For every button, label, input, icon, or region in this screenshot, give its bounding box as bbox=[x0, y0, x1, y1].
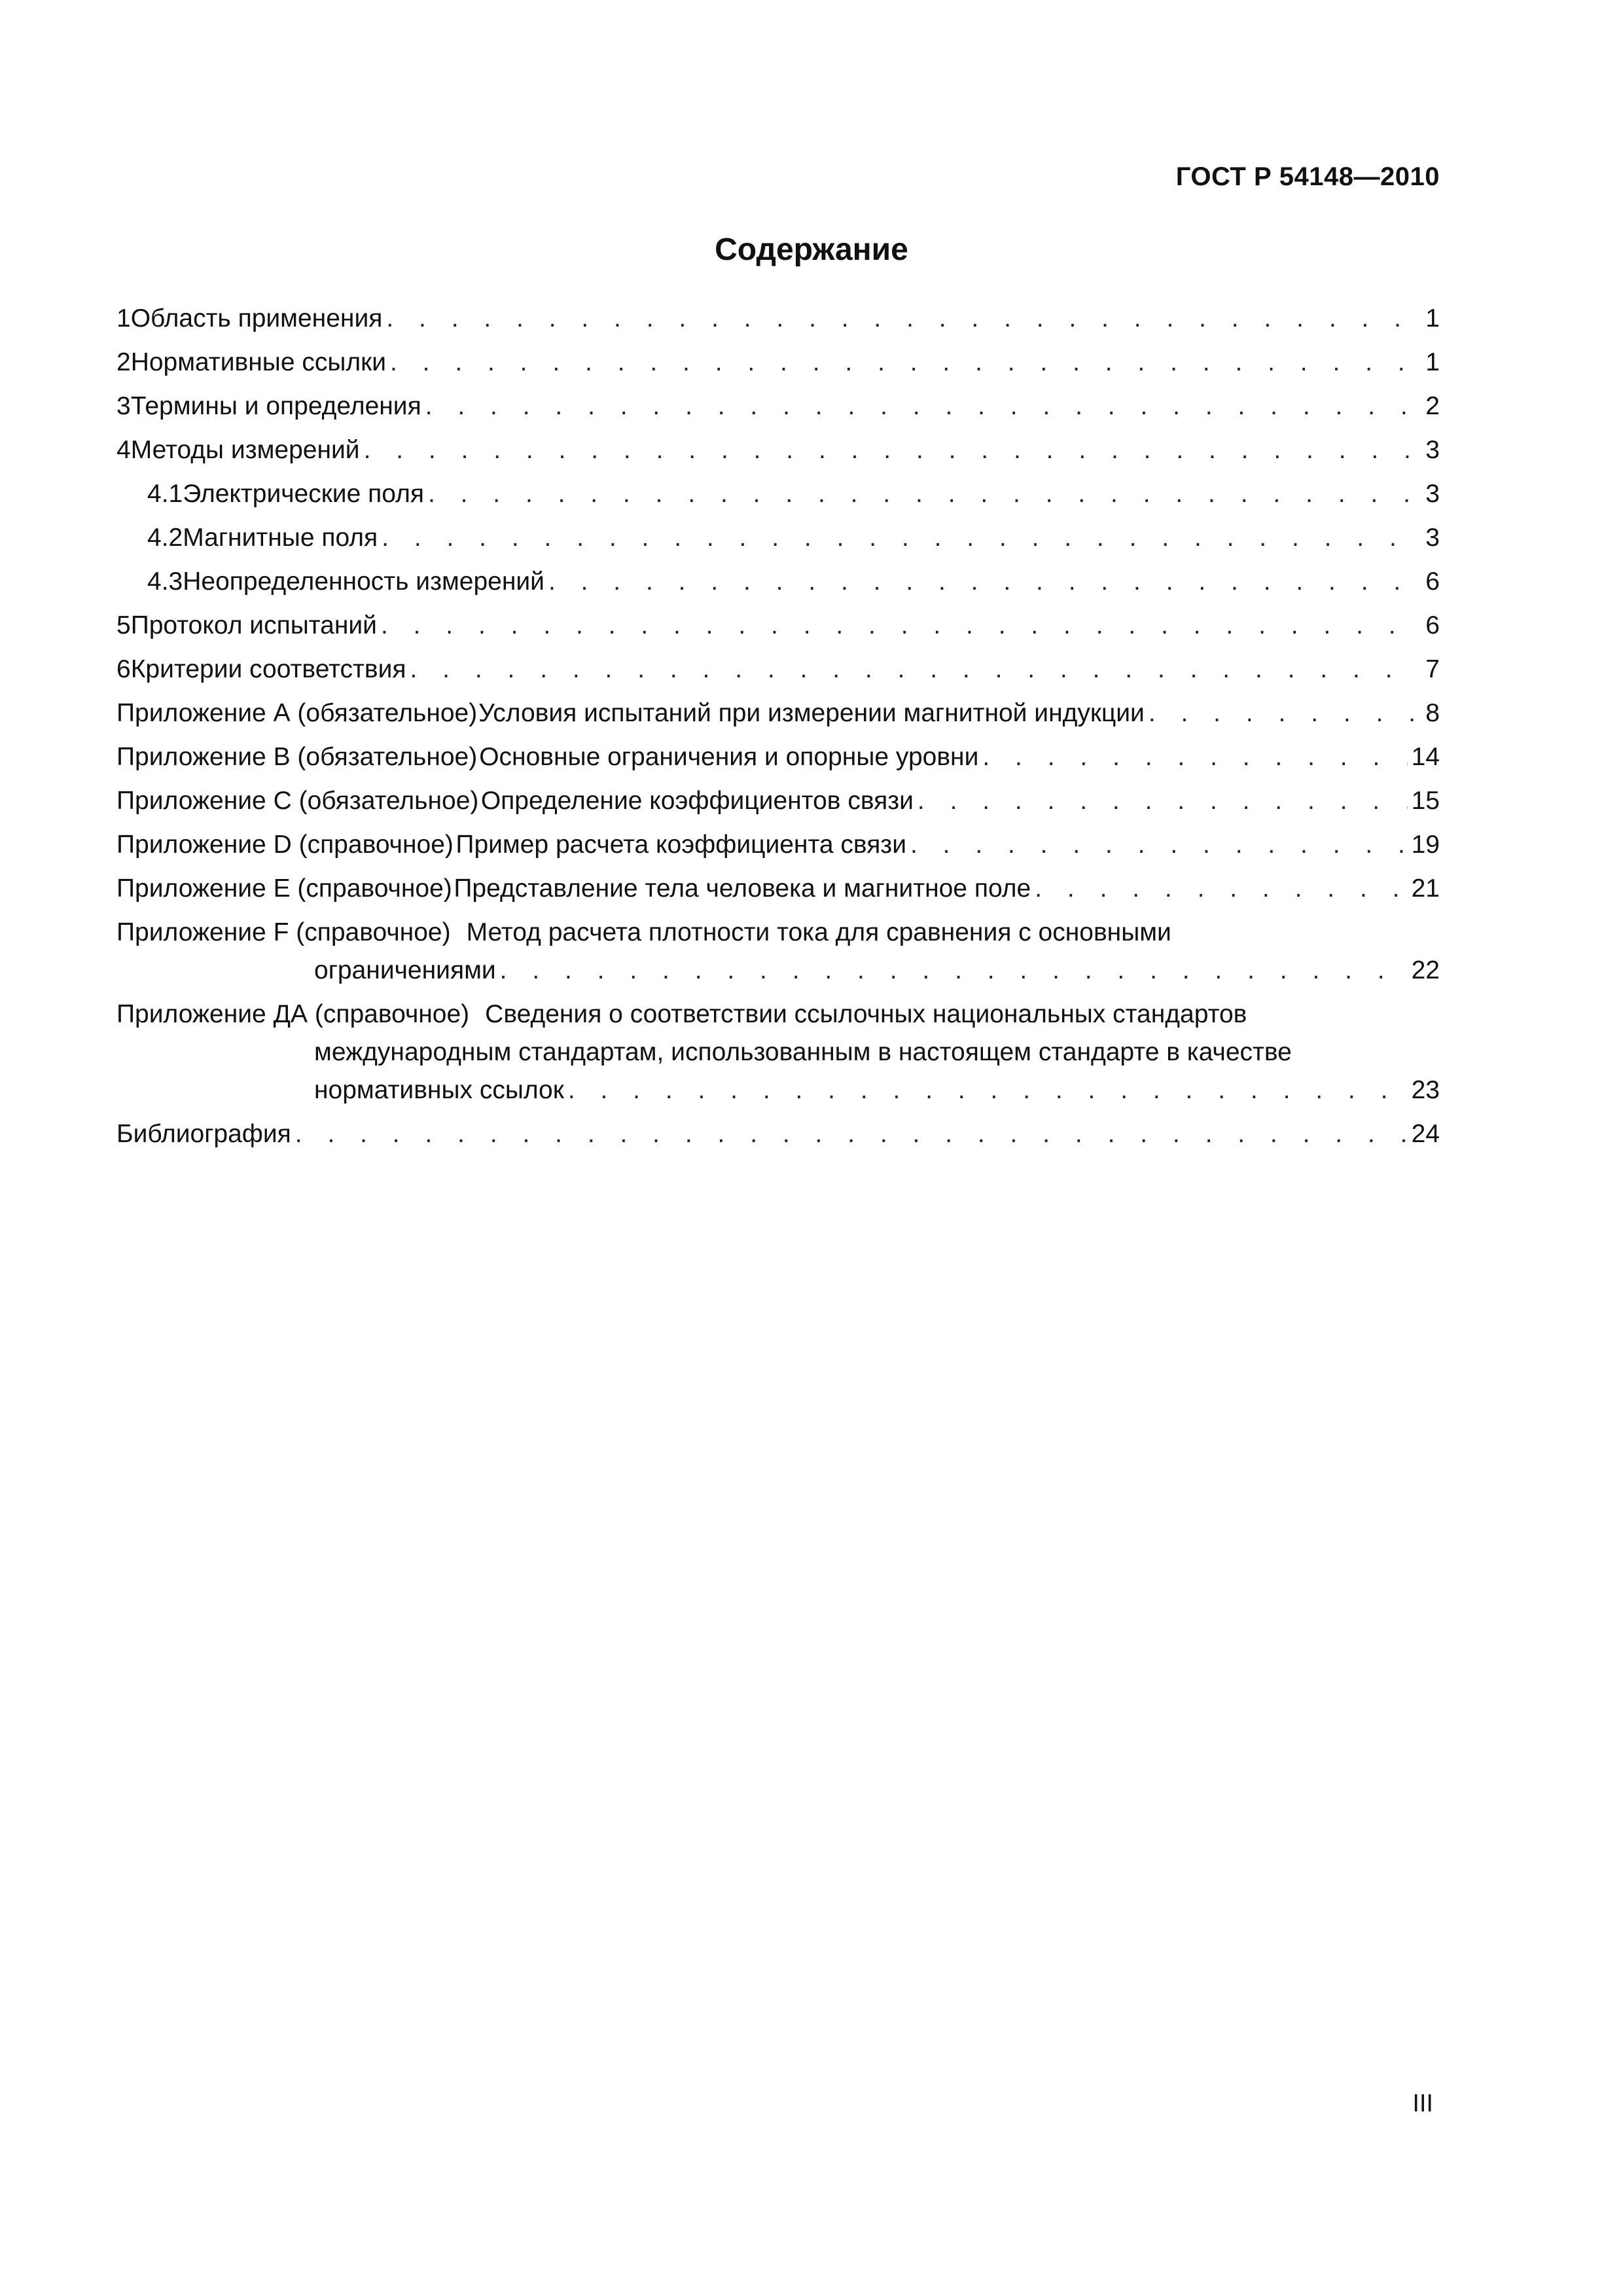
toc-entry-4-3[interactable] bbox=[116, 563, 1440, 601]
toc-entry-6[interactable] bbox=[116, 651, 1440, 689]
toc-entry-4-1[interactable] bbox=[116, 475, 1440, 513]
dot-leader bbox=[295, 1115, 1408, 1153]
dot-leader bbox=[548, 563, 1416, 601]
appendix-title: Условия испытаний при измерении магнитной индукции bbox=[478, 699, 1145, 727]
toc-entry-4-2[interactable] bbox=[116, 519, 1440, 557]
toc-entry-number: 4.3 bbox=[147, 567, 183, 596]
appendix-title-line-1: Сведения о соответствии ссылочных национальных стандартов bbox=[485, 1000, 1247, 1028]
toc-entry-page: 3 bbox=[1425, 436, 1440, 464]
appendix-prefix: Приложение С (обязательное) bbox=[116, 787, 479, 815]
dot-leader bbox=[1035, 870, 1407, 908]
toc-entry-page: 23 bbox=[1411, 1076, 1440, 1104]
dot-leader bbox=[428, 475, 1416, 513]
appendix-title-line-3: нормативных ссылок bbox=[314, 1076, 564, 1104]
toc-appendix-b[interactable] bbox=[116, 738, 1440, 776]
toc-entry-title: Электрические поля bbox=[183, 480, 424, 508]
dot-leader bbox=[382, 519, 1416, 557]
appendix-title: Пример расчета коэффициента связи bbox=[455, 831, 906, 859]
toc-bibliography[interactable] bbox=[116, 1115, 1440, 1153]
toc-entry-page: 3 bbox=[1425, 524, 1440, 552]
dot-leader bbox=[386, 300, 1416, 338]
toc-entry-page: 19 bbox=[1411, 831, 1440, 859]
toc-entry-title: Магнитные поля bbox=[183, 524, 378, 552]
toc-entry-title: Нормативные ссылки bbox=[130, 348, 386, 376]
dot-leader bbox=[364, 431, 1416, 469]
toc-entry-page: 6 bbox=[1425, 567, 1440, 596]
toc-entry-number: 4.1 bbox=[147, 480, 183, 508]
toc-appendix-d[interactable] bbox=[116, 826, 1440, 864]
toc-entry-page: 3 bbox=[1425, 480, 1440, 508]
toc-entry-number: 4.2 bbox=[147, 524, 183, 552]
toc-appendix-da[interactable] bbox=[116, 996, 1440, 1109]
toc-appendix-c[interactable] bbox=[116, 782, 1440, 820]
toc-entry-title: Термины и определения bbox=[130, 392, 421, 420]
toc-title: Содержание bbox=[715, 232, 908, 267]
toc-appendix-e[interactable] bbox=[116, 870, 1440, 908]
toc-entry-2[interactable] bbox=[116, 344, 1440, 382]
dot-leader bbox=[410, 651, 1416, 689]
toc-entry-3[interactable] bbox=[116, 387, 1440, 425]
toc-entry-number: 6 bbox=[116, 655, 131, 683]
toc-entry-page: 1 bbox=[1425, 304, 1440, 332]
dot-leader bbox=[500, 952, 1408, 990]
dot-leader bbox=[982, 738, 1407, 776]
document-code: ГОСТ Р 54148—2010 bbox=[1175, 162, 1440, 191]
appendix-title: Определение коэффициентов связи bbox=[480, 787, 914, 815]
appendix-prefix: Приложение А (обязательное) bbox=[116, 699, 478, 727]
toc-entry-title: Критерии соответствия bbox=[130, 655, 406, 683]
toc-entry-page: 6 bbox=[1425, 611, 1440, 639]
toc-entry-number: 4 bbox=[116, 436, 131, 464]
toc-entry-page: 14 bbox=[1411, 743, 1440, 771]
toc-entry-title: Протокол испытаний bbox=[130, 611, 377, 639]
appendix-prefix: Приложение В (обязательное) bbox=[116, 743, 478, 771]
appendix-title: Основные ограничения и опорные уровни bbox=[479, 743, 979, 771]
toc-entry-page: 7 bbox=[1425, 655, 1440, 683]
toc-entry-number: 3 bbox=[116, 392, 131, 420]
appendix-prefix: Приложение Е (справочное) bbox=[116, 874, 452, 903]
toc-entry-title: Неопределенность измерений bbox=[183, 567, 544, 596]
toc-entry-number: 1 bbox=[116, 304, 131, 332]
toc-entry-page: 15 bbox=[1411, 787, 1440, 815]
toc-entry-title: Библиография bbox=[116, 1120, 291, 1148]
dot-leader bbox=[910, 826, 1408, 864]
toc-entry-page: 1 bbox=[1425, 348, 1440, 376]
toc-entry-title: Методы измерений bbox=[130, 436, 360, 464]
table-of-contents bbox=[116, 300, 1440, 1159]
dot-leader bbox=[390, 344, 1416, 382]
toc-entry-page: 8 bbox=[1425, 699, 1440, 727]
appendix-title-line-2: международным стандартам, использованным в настоящем стандарте в качестве bbox=[314, 1038, 1292, 1066]
appendix-prefix: Приложение ДА (справочное) bbox=[116, 1000, 470, 1028]
toc-entry-title: Область применения bbox=[130, 304, 383, 332]
page-number: III bbox=[1412, 2090, 1433, 2117]
dot-leader bbox=[918, 782, 1408, 820]
appendix-title-line-1: Метод расчета плотности тока для сравнения с основными bbox=[466, 918, 1171, 946]
appendix-prefix: Приложение F (справочное) bbox=[116, 918, 451, 946]
toc-appendix-a[interactable] bbox=[116, 694, 1440, 732]
toc-entry-number: 2 bbox=[116, 348, 131, 376]
appendix-title-line-2: ограничениями bbox=[314, 956, 496, 984]
toc-entry-page: 22 bbox=[1411, 956, 1440, 984]
dot-leader bbox=[425, 387, 1416, 425]
toc-appendix-f[interactable] bbox=[116, 914, 1440, 990]
dot-leader bbox=[568, 1071, 1408, 1109]
appendix-title: Представление тела человека и магнитное поле bbox=[454, 874, 1031, 903]
toc-entry-4[interactable] bbox=[116, 431, 1440, 469]
appendix-prefix: Приложение D (справочное) bbox=[116, 831, 454, 859]
toc-entry-1[interactable] bbox=[116, 300, 1440, 338]
toc-entry-page: 24 bbox=[1411, 1120, 1440, 1148]
dot-leader bbox=[1149, 694, 1416, 732]
toc-entry-5[interactable] bbox=[116, 607, 1440, 645]
toc-entry-number: 5 bbox=[116, 611, 131, 639]
toc-entry-page: 21 bbox=[1411, 874, 1440, 903]
toc-entry-page: 2 bbox=[1425, 392, 1440, 420]
dot-leader bbox=[381, 607, 1416, 645]
